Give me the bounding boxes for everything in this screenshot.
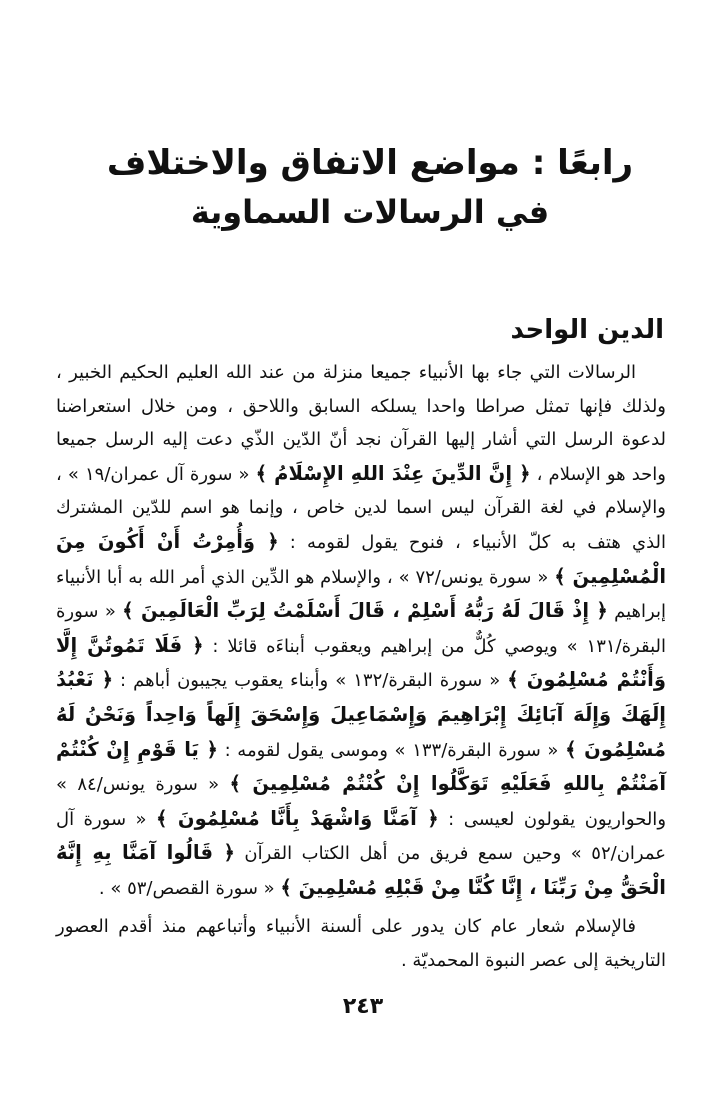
chapter-title (90, 138, 650, 236)
page-number: ٢٤٣ (342, 994, 384, 1019)
quran-verse: ﴿ يَا قَوْمِ إِنْ كُنْتُمْ آمَنْتُمْ بِاللهِ فَعَلَيْهِ تَوَكَّلُوا إِنْ كُنْتُمْ مُسْلِمِينَ ﴾ (56, 737, 667, 796)
paragraph-text: « سورة آل عمران/٥٢ » وحين سمع فريق من أهل الكتاب القرآن (56, 808, 667, 865)
paragraph-2: فالإسلام شعار عام كان يدور على ألسنة الأنبياء وأتباعهم منذ أقدم العصور التاريخية إلى عصر النبوة المحمديّة . (56, 916, 666, 971)
quran-verse: ﴿ إِنَّ الدِّينَ عِنْدَ اللهِ الإِسْلَامُ ﴾ (255, 461, 531, 485)
paragraph-text: « سورة يونس/٧٢ » ، والإسلام هو الدِّين الذي أمر الله به أبا الأنبياء إبراهيم (56, 566, 666, 623)
paragraph-text: « سورة القصص/٥٣ » . (98, 877, 281, 899)
paragraph-text: « سورة البقرة/١٣١ » ويوصي كُلٌّ من إبراهيم ويعقوب أبناءَه قائلا : (56, 601, 666, 657)
quran-verse: ﴿ فَلَا تَمُوتُنَّ إِلَّا وَأَنْتُمْ مُسْلِمُونَ ﴾ (56, 633, 666, 692)
paragraph-text: الرسالات التي جاء بها الأنبياء جميعا منزلة من عند الله العليم الحكيم الخبير ، ولذلك فإنها تمثل صراطا واحدا يسلكه السابق واللاحق ، ومن خلال استعراضنا لدعوة الرسل التي أشار إليها القرآن نجد أنّ الدّين الذّي دعت إليه الرسل جميعا واحد هو الإسلام ، (56, 362, 666, 485)
quran-verse: ﴿ نَعْبُدُ إِلَهَكَ وَإِلَهَ آبَائِكَ إِبْرَاهِيمَ وَإِسْمَاعِيلَ وَإِسْحَقَ إِلَهاً وَاحِداً وَنَحْنُ لَهُ مُسْلِمُونَ ﴾ (56, 668, 666, 761)
paragraph-text: « سورة يونس/٨٤ » والحواريون يقولون لعيسى : (56, 774, 667, 830)
quran-verse: ﴿ إِذْ قَالَ لَهُ رَبُّهُ أَسْلِمْ ، قَالَ أَسْلَمْتُ لِرَبِّ الْعَالَمِينَ ﴾ (122, 599, 608, 623)
paragraph-text: « سورة البقرة/١٣٣ » وموسى يقول لقومه : (218, 739, 566, 761)
quran-verse: ﴿ وَأُمِرْتُ أَنْ أَكُونَ مِنَ الْمُسْلِمِينَ ﴾ (56, 529, 667, 588)
quran-verse: ﴿ قَالُوا آمَنَّا بِهِ إِنَّهُ الْحَقُّ مِنْ رَبِّنَا ، إِنَّا كُنَّا مِنْ قَبْلِهِ مُسْلِمِينَ ﴾ (56, 841, 666, 899)
paragraph-text: « سورة البقرة/١٣٢ » وأبناء يعقوب يجيبون أباهم : (113, 670, 508, 692)
section-heading: الدين الواحد (510, 315, 664, 345)
paragraph-text: « سورة آل عمران/١٩ » ، والإسلام في لغة القرآن ليس اسما لدين خاص ، وإنما هو اسم للدّين المشترك الذي هتف به كلّ الأنبياء ، فنوح يقول لقومه : (56, 463, 667, 553)
chapter-title-line-2: في الرسالات السماوية (190, 193, 550, 231)
paragraph-1 (56, 356, 666, 906)
chapter-title-line-1: رابعًا : مواضع الاتفاق والاختلاف (106, 143, 634, 183)
quran-verse: ﴿ آمَنَّا وَاشْهَدْ بِأَنَّا مُسْلِمُونَ ﴾ (155, 806, 439, 830)
